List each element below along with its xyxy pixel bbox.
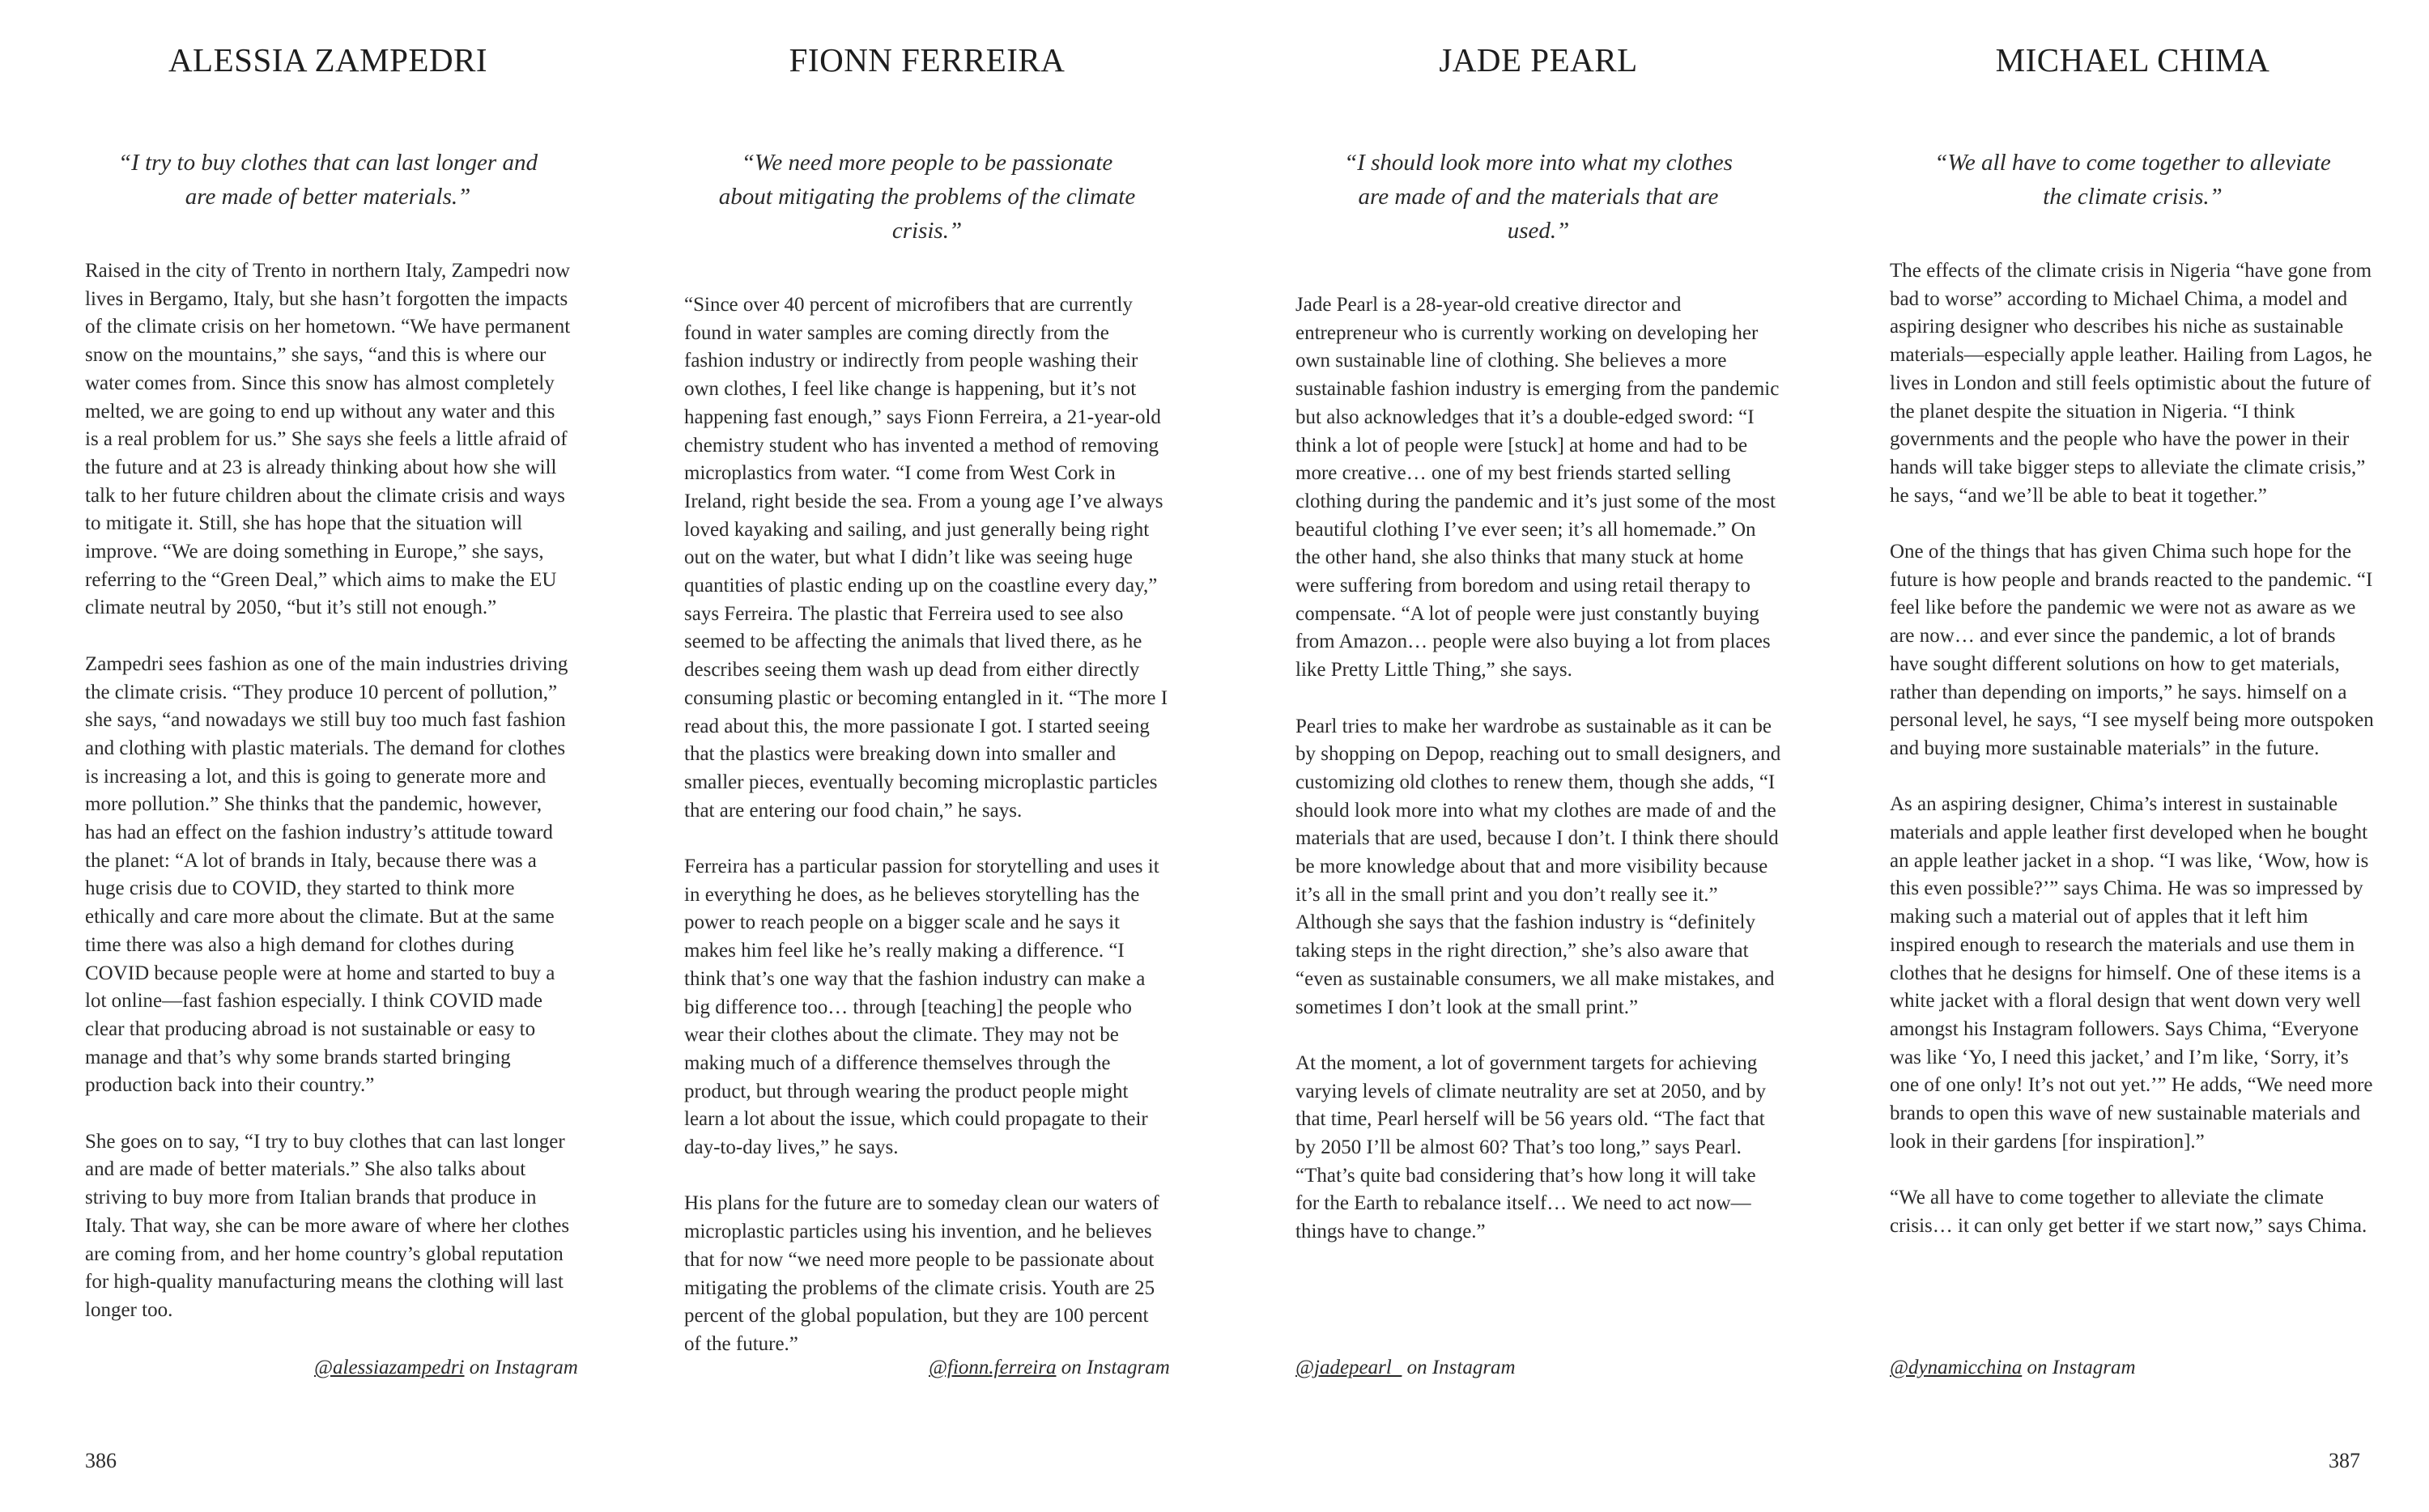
paragraph: At the moment, a lot of government targets for achieving varying levels of climate neutrality are set at 2050, and by that time, Pearl herself will be 56 years old. “The fact that by 2050 I’ll be almost 60? That’s too long,” says Pearl. “That’s quite bad considering that’s how long it will take for the Earth to rebalance itself… We need to act now—things have to change.” xyxy=(1295,1051,1767,1243)
instagram-credit xyxy=(1890,1357,2136,1379)
profile-column-1 xyxy=(85,36,571,1353)
pull-quote: “We need more people to be passionate about mitigating the problems of the climate crisis.” xyxy=(718,150,1136,244)
profile-column-4 xyxy=(1890,36,2376,1268)
credit-suffix: on Instagram xyxy=(1402,1357,1516,1378)
paragraph: Zampedri sees fashion as one of the main industries driving the climate crisis. “They produce 10 percent of pollution,” she says, “and nowadays we still buy too much fast fashion and clothing with plastic materials. The demand for clothes is increasing a lot, and this is going to generate more and more pollution.” She thinks that the pandemic, however, has had an effect on the fashion industry’s attitude toward the planet: “A lot of brands in Italy, because there was a huge crisis due to COVID, they started to think more ethically and care more about the climate. But at the same time there was also a high demand for clothes during COVID because people were at home and started to buy a lot online—fast fashion especially. I think COVID made clear that producing abroad is not sustainable or easy to manage and that’s why some brands started bringing production back into their country.” xyxy=(85,652,568,1097)
instagram-handle-link[interactable]: @dynamicchina xyxy=(1890,1357,2023,1378)
article-body xyxy=(684,291,1170,1359)
instagram-handle-link[interactable]: @jadepearl_ xyxy=(1295,1357,1402,1378)
profile-column-3 xyxy=(1295,36,1781,1275)
paragraph: “We all have to come together to alleviate the climate crisis… it can only get better if we start now,” says Chima. xyxy=(1890,1187,2367,1237)
profile-name: FIONN FERREIRA xyxy=(789,41,1066,79)
profile-name: ALESSIA ZAMPEDRI xyxy=(168,41,488,79)
credit-suffix: on Instagram xyxy=(464,1357,578,1378)
profile-column-2 xyxy=(684,36,1170,1387)
paragraph: His plans for the future are to someday clean our waters of microplastic particles using his invention, and he believes that for now “we need more people to be passionate about mitigating the problems of the climate crisis. Youth are 25 percent of the global population, but they are 100 percent of the future.” xyxy=(684,1192,1159,1355)
page-number-left: 386 xyxy=(85,1449,117,1472)
profile-name: MICHAEL CHIMA xyxy=(1995,41,2270,79)
paragraph: Ferreira has a particular passion for storytelling and uses it in everything he does, as he believes storytelling has the power to reach people on a bigger scale and he says it makes him feel like he’s really making a difference. “I think that’s one way that the fashion industry can make a big difference too… through [teaching] the people who wear their clothes about the climate. They may not be making much of a difference themselves through the product, but through wearing the product people might learn a lot about the issue, which could propagate to their day-to-day lives,” he says. xyxy=(684,856,1159,1159)
instagram-credit xyxy=(1295,1357,1516,1379)
credit-suffix: on Instagram xyxy=(1056,1357,1170,1378)
paragraph: “Since over 40 percent of microfibers that are currently found in water samples are coming directly from the fashion industry or indirectly from people washing their own clothes, I feel like change is happening, but it’s not happening fast enough,” says Fionn Ferreira, a 21-year-old chemistry student who has invented a method of removing microplastics from water. “I come from West Cork in Ireland, right beside the sea. From a young age I’ve always loved kayaking and sailing, and just generally being right out on the water, but what I didn’t like was seeing huge quantities of plastic ending up on the coastline every day,” says Ferreira. The plastic that Ferreira used to see also seemed to be affecting the animals that lived there, as he describes seeing them wash up dead from either directly consuming plastic or becoming entangled in it. “The more I read about this, the more passionate I got. I started seeing that the plastics were breaking down into smaller and smaller pieces, eventually becoming microplastic particles that are entering our food chain,” he says. xyxy=(684,294,1168,822)
profile-name: JADE PEARL xyxy=(1439,41,1638,79)
paragraph: One of the things that has given Chima such hope for the future is how people and brands reacted to the pandemic. “I feel like before the pandemic we were not as aware as we are now… and ever since the pandemic, a lot of brands have sought different solutions on how to get materials, rather than depending on imports,” he says. himself on a personal level, he says, “I see myself being more outspoken and buying more sustainable materials” in the future. xyxy=(1890,541,2374,759)
pull-quote: “I try to buy clothes that can last longer and are made of better materials.” xyxy=(118,150,538,210)
paragraph: Raised in the city of Trento in northern Italy, Zampedri now lives in Bergamo, Italy, but she hasn’t forgotten the impacts of the climate crisis on her hometown. “We have permanent snow on the mountains,” she says, “and this is where our water comes from. Since this snow has almost completely melted, we are going to end up without any water and this is a real problem for us.” She says she feels a little afraid of the future and at 23 is already thinking about how she will talk to her future children about the climate crisis and ways to mitigate it. Still, she has hope that the situation will improve. “We are doing something in Europe,” she says, referring to the “Green Deal,” which aims to make the EU climate neutral by 2050, “but it’s still not enough.” xyxy=(85,260,571,619)
instagram-credit xyxy=(929,1357,1170,1379)
paragraph: As an aspiring designer, Chima’s interest in sustainable materials and apple leather first developed when he bought an apple leather jacket in a shop. “I was like, ‘Wow, how is this even possible?’” says Chima. He was so impressed by making such a material out of apples that it left him inspired enough to research the materials and use them in clothes that he designs for himself. One of these items is a white jacket with a floral design that went down very well amongst his Instagram followers. Says Chima, “Everyone was like ‘Yo, I need this jacket,’ and I’m like, ‘Sorry, it’s one of one only! It’s not out yet.’” He adds, “We need more brands to open this wave of new sustainable materials and look in their gardens [for inspiration].” xyxy=(1890,793,2373,1153)
credit-suffix: on Instagram xyxy=(2022,1357,2136,1378)
paragraph: The effects of the climate crisis in Nigeria “have gone from bad to worse” according to Michael Chima, a model and aspiring designer who describes his niche as sustainable materials—especially apple leather. Hailing from Lagos, he lives in London and still feels optimistic about the future of the planet despite the situation in Nigeria. “I think governments and the people who have the power in their hands will take bigger steps to alleviate the climate crisis,” he says, “and we’ll be able to beat it together.” xyxy=(1890,260,2372,507)
instagram-credit xyxy=(314,1357,578,1379)
instagram-handle-link[interactable]: @fionn.ferreira xyxy=(929,1357,1057,1378)
pull-quote: “We all have to come together to alleviate the climate crisis.” xyxy=(1934,150,2331,210)
article-body xyxy=(1295,291,1781,1247)
paragraph: Pearl tries to make her wardrobe as sustainable as it can be by shopping on Depop, reaching out to small designers, and customizing old clothes to renew them, though she adds, “I should look more into what my clothes are made of and the materials that are used, because I don’t. I think there should be more knowledge about that and more visibility because it’s all in the small print and you don’t really see it.” Although she says that the fashion industry is “definitely taking steps in the right direction,” she’s also aware that “even as sustainable consumers, we all make mistakes, and sometimes I don’t look at the small print.” xyxy=(1295,715,1781,1018)
article-body xyxy=(1890,257,2376,1241)
article-body xyxy=(85,257,571,1325)
pull-quote: “I should look more into what my clothes are made of and the materials that are used.” xyxy=(1344,150,1733,244)
instagram-handle-link[interactable]: @alessiazampedri xyxy=(314,1357,465,1378)
paragraph: Jade Pearl is a 28-year-old creative director and entrepreneur who is currently working on developing her own sustainable line of clothing. She believes a more sustainable fashion industry is emerging from the pandemic but also acknowledges that it’s a double-edged sword: “I think a lot of people were [stuck] at home and had to be more creative… one of my best friends started selling clothing during the pandemic and it’s just some of the most beautiful clothing I’ve ever seen; it’s all homemade.” On the other hand, she also thinks that many stuck at home were suffering from boredom and using retail therapy to compensate. “A lot of people were just constantly buying from Amazon… people were also buying a lot from places like Pretty Little Thing,” she says. xyxy=(1295,294,1780,682)
page-number-right: 387 xyxy=(2329,1449,2360,1472)
paragraph: She goes on to say, “I try to buy clothes that can last longer and are made of better materials.” She also talks about striving to buy more from Italian brands that produce in Italy. That way, she can be more aware of where her clothes are coming from, and her home country’s global reputation for high-quality manufacturing means the clothing will last longer too. xyxy=(85,1130,570,1321)
